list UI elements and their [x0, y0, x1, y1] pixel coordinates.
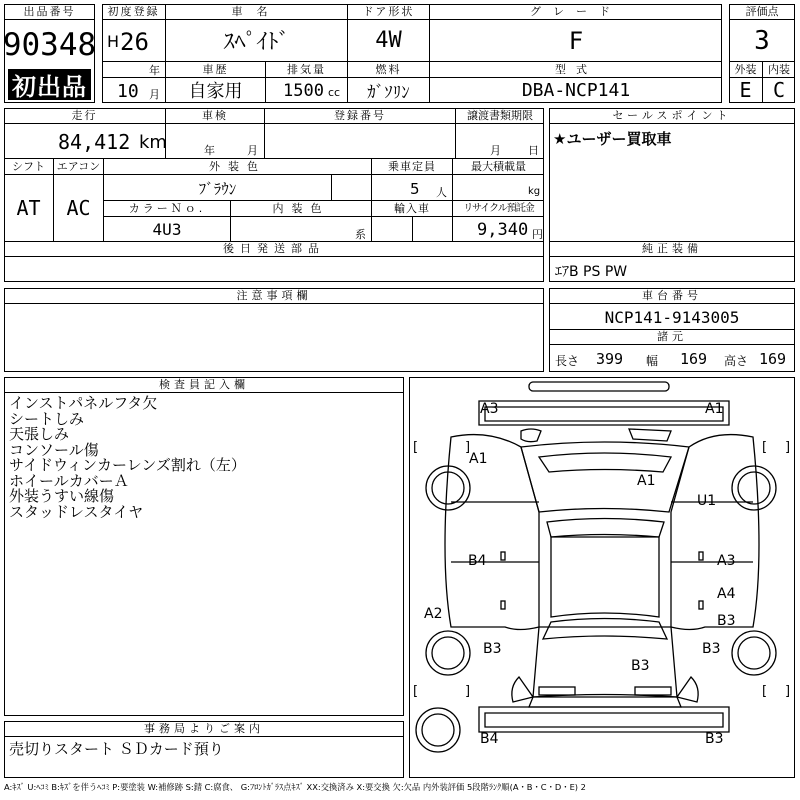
score: 3 — [754, 25, 770, 56]
damage-mark: A1 — [637, 473, 656, 489]
bracket-mark: [ — [762, 684, 768, 699]
recycle-unit: 円 — [532, 228, 543, 241]
displacement: 1500 — [283, 81, 324, 101]
damage-mark: B4 — [480, 731, 499, 747]
inspector-note: コンソール傷 — [9, 440, 99, 459]
equipment-text: ｴｱB PS PW — [555, 264, 628, 280]
max-load-unit: kg — [528, 186, 541, 197]
inspector-label: 検査員記入欄 — [159, 378, 249, 391]
inspector-note: シートしみ — [9, 409, 85, 428]
interior-color-unit: 系 — [355, 228, 366, 241]
damage-mark: A1 — [469, 451, 488, 467]
damage-mark: B3 — [702, 641, 721, 657]
fuel: ｶﾞｿﾘﾝ — [367, 82, 410, 103]
bracket-mark: ] — [465, 440, 471, 455]
damage-mark: B3 — [705, 731, 724, 747]
bracket-mark: ] — [785, 440, 791, 455]
sales-point-text: ★ユーザー買取車 — [553, 130, 672, 148]
transfer-day-unit: 日 — [528, 144, 539, 157]
damage-mark: A2 — [424, 606, 443, 622]
recycle-amount: 9,340 — [477, 220, 529, 240]
first-reg-month: 10 — [117, 81, 139, 102]
length-label: 長さ — [555, 354, 580, 368]
bracket-mark: ] — [465, 684, 471, 699]
transfer-month-unit: 月 — [490, 144, 501, 157]
door: 4W — [375, 28, 402, 53]
height: 169 — [759, 350, 787, 368]
chassis-number: NCP141-9143005 — [604, 307, 740, 327]
damage-mark: A3 — [480, 401, 499, 417]
car-name-label: 車名 — [231, 5, 282, 18]
inspector-note: ホイールカバーＡ — [9, 471, 129, 490]
inspector-note: インストパネルフタ欠 — [9, 394, 158, 412]
notes-label: 注意事項欄 — [236, 289, 312, 302]
transfer-deadline-label: 譲渡書類期限 — [467, 109, 533, 122]
max-load-label: 最大積載量 — [471, 160, 526, 173]
inspector-note: スタッドレスタイヤ — [9, 502, 144, 521]
aircon-label: エアコン — [56, 160, 101, 173]
width: 169 — [680, 350, 708, 368]
inspector-notes — [9, 396, 246, 520]
exterior-grade: E — [739, 78, 752, 102]
legend: A:ｷｽﾞ U:ﾍｺﾐ B:ｷｽﾞを伴うﾍｺﾐ P:要塗装 W:補修跡 S:錆 C:腐食、 G:ﾌﾛﾝﾄｶﾞﾗｽ点ｷｽﾞ XX:交換済み X:要交換 欠:欠品 内外装評価 5段階ﾗﾝｸ順(A・B・C・D・E) 2 — [4, 782, 586, 792]
damage-mark: B4 — [468, 553, 487, 569]
year-unit: 年 — [149, 64, 160, 77]
later-parts-label: 後日発送部品 — [223, 242, 325, 255]
model: DBA-NCP141 — [521, 79, 631, 101]
chassis-label: 車台番号 — [642, 289, 702, 302]
seats: 5 — [410, 180, 420, 198]
mileage: 84,412 — [58, 130, 131, 154]
model-label: 型式 — [555, 63, 597, 76]
mileage-label: 走行 — [71, 109, 98, 122]
exterior-color: ﾌﾞﾗｳﾝ — [198, 179, 237, 198]
damage-mark: A1 — [705, 401, 724, 417]
damage-mark: B3 — [483, 641, 502, 657]
era: H — [107, 32, 120, 51]
office-label: 事務局よりご案内 — [144, 722, 264, 735]
lot-number: 90348 — [2, 27, 97, 63]
first-reg-label: 初度登録 — [107, 5, 160, 18]
grade-label: グレード — [530, 5, 622, 18]
first-reg-year: 26 — [120, 28, 149, 56]
damage-mark: B3 — [631, 658, 650, 674]
bracket-mark: [ — [413, 440, 419, 455]
fuel-label: 燃料 — [375, 63, 402, 76]
interior-grade: C — [772, 78, 786, 102]
equipment-label: 純正装備 — [642, 242, 702, 255]
shift-label: シフト — [12, 160, 45, 173]
grade: F — [568, 26, 584, 55]
height-label: 高さ — [724, 354, 749, 368]
sales-point-label: セールスポイント — [612, 109, 732, 122]
lot-box — [4, 4, 95, 103]
mileage-unit: km — [139, 132, 167, 153]
score-label: 評価点 — [745, 5, 779, 18]
shift: AT — [16, 196, 41, 220]
damage-mark: B3 — [717, 613, 736, 629]
inspector-note: 天張しみ — [9, 425, 70, 443]
damage-mark: A3 — [717, 553, 736, 569]
lot-label: 出品番号 — [5, 5, 94, 20]
history-label: 車歴 — [202, 63, 229, 76]
color-number-label: カラーＮｏ. — [128, 202, 206, 215]
bracket-mark: [ — [762, 440, 768, 455]
month-unit: 月 — [149, 88, 160, 101]
inspection-year-unit: 年 — [204, 144, 215, 157]
car-name: ｽﾍﾟｲﾄﾞ — [223, 30, 290, 55]
interior-color-label: 内装色 — [272, 202, 330, 215]
car-damage-diagram — [409, 377, 795, 778]
exterior-grade-label: 外装 — [734, 63, 757, 76]
displacement-unit: cc — [328, 86, 341, 99]
inspector-note: 外装うすい線傷 — [9, 487, 115, 505]
length: 399 — [596, 350, 624, 368]
seats-unit: 人 — [436, 186, 447, 199]
displacement-label: 排気量 — [287, 63, 326, 76]
import-label: 輸入車 — [394, 202, 430, 215]
inspection-month-unit: 月 — [247, 144, 258, 157]
door-label: ドア形状 — [362, 5, 415, 18]
seats-label: 乗車定員 — [388, 160, 436, 173]
color-number: 4U3 — [152, 219, 182, 239]
aircon: AC — [66, 196, 91, 220]
first-listing-badge: 初出品 — [8, 69, 91, 100]
bracket-mark: [ — [413, 684, 419, 699]
dimensions-label: 諸元 — [657, 330, 687, 343]
inspection-label: 車検 — [202, 109, 228, 122]
recycle-label: リサイクル預託金 — [463, 203, 534, 214]
office-text: 売切りスタート ＳＤカード預り — [9, 740, 224, 758]
interior-grade-label: 内装 — [768, 63, 790, 76]
width-label: 幅 — [646, 354, 659, 368]
damage-mark: A4 — [717, 586, 736, 602]
registration-number-label: 登録番号 — [334, 109, 386, 122]
bracket-mark: ] — [785, 684, 791, 699]
exterior-color-label: 外装色 — [209, 160, 266, 173]
history: 自家用 — [188, 81, 243, 102]
inspector-note: サイドウィンカーレンズ割れ（左） — [9, 456, 246, 474]
damage-mark: U1 — [697, 493, 717, 509]
